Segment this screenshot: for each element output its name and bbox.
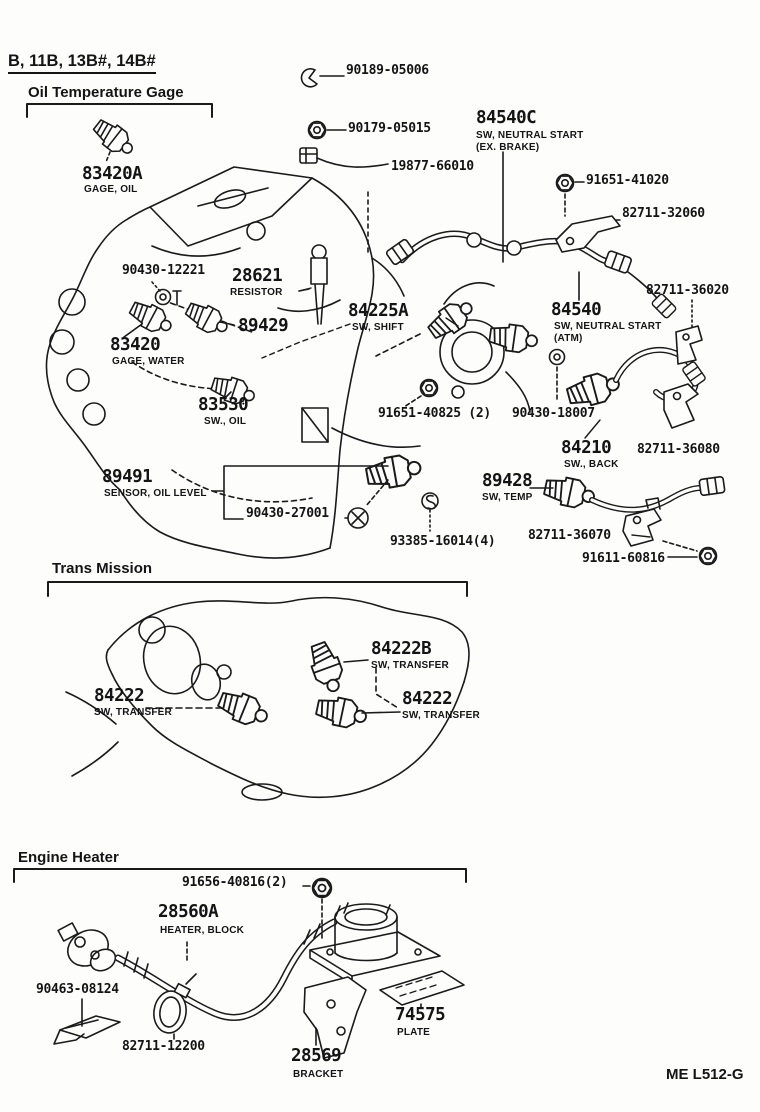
part-desc-28569: BRACKET — [293, 1069, 344, 1080]
part-desc-83420: GAGE, WATER — [112, 356, 185, 367]
part-desc-84210: SW., BACK — [564, 459, 619, 470]
part-number-91651-40825: 91651-40825 (2) — [378, 406, 491, 421]
part-number-90179-05015: 90179-05015 — [348, 121, 431, 136]
part-number-84222B: 84222B — [371, 639, 432, 659]
part-number-28560A: 28560A — [158, 902, 219, 922]
part-number-28621: 28621 — [232, 266, 283, 286]
part-number-82711-32060: 82711-32060 — [622, 206, 705, 221]
trans-section-bracket — [48, 582, 467, 596]
part-desc-84222-left: SW, TRANSFER — [94, 707, 172, 718]
part-number-90430-12221: 90430-12221 — [122, 263, 205, 278]
part-number-28569: 28569 — [291, 1046, 342, 1066]
part-desc-89491: SENSOR, OIL LEVEL — [104, 488, 207, 499]
part-number-84540C: 84540C — [476, 108, 537, 128]
part-number-90189-05006: 90189-05006 — [346, 63, 429, 78]
oil-temp-section-bracket — [27, 104, 212, 117]
part-number-89429: 89429 — [238, 316, 289, 336]
part-number-19877-66010: 19877-66010 — [391, 159, 474, 174]
part-desc-84225A: SW, SHIFT — [352, 322, 404, 333]
part-number-83530: 83530 — [198, 395, 249, 415]
part-number-83420: 83420 — [110, 335, 161, 355]
part-number-83420A: 83420A — [82, 164, 143, 184]
part-number-90463-08124: 90463-08124 — [36, 982, 119, 997]
part-desc2-84540C: (EX. BRAKE) — [476, 142, 540, 153]
part-number-82711-12200: 82711-12200 — [122, 1039, 205, 1054]
section-heading-oil-temp: Oil Temperature Gage — [28, 84, 184, 101]
part-desc-84540: SW, NEUTRAL START — [554, 321, 662, 332]
part-number-89491: 89491 — [102, 467, 153, 487]
neutral-start-harness — [386, 233, 677, 319]
part-number-90430-27001: 90430-27001 — [246, 506, 329, 521]
part-number-74575: 74575 — [395, 1005, 446, 1025]
part-desc-84222B: SW, TRANSFER — [371, 660, 449, 671]
part-number-84222-right: 84222 — [402, 689, 453, 709]
part-number-82711-36080: 82711-36080 — [637, 442, 720, 457]
part-number-84222-left: 84222 — [94, 686, 145, 706]
part-desc-83420A: GAGE, OIL — [84, 184, 138, 195]
page-title: B, 11B, 13B#, 14B# — [8, 52, 156, 74]
section-heading-trans: Trans Mission — [52, 560, 153, 577]
part-number-91651-41020: 91651-41020 — [586, 173, 669, 188]
part-desc-28621: RESISTOR — [230, 287, 283, 298]
part-number-82711-36020: 82711-36020 — [646, 283, 729, 298]
part-number-84210: 84210 — [561, 438, 612, 458]
part-number-89428: 89428 — [482, 471, 533, 491]
section-heading-heater: Engine Heater — [18, 849, 119, 866]
part-desc2-84540: (ATM) — [554, 333, 583, 344]
part-number-91656-40816: 91656-40816(2) — [182, 875, 288, 890]
part-number-90430-18007: 90430-18007 — [512, 406, 595, 421]
drawing-code: ME L512-G — [666, 1066, 744, 1083]
part-desc-83530: SW., OIL — [204, 416, 247, 427]
part-number-82711-36070: 82711-36070 — [528, 528, 611, 543]
part-number-84540: 84540 — [551, 300, 602, 320]
engine-block-illustration — [47, 167, 420, 558]
part-desc-84222-right: SW, TRANSFER — [402, 710, 480, 721]
top-hardware-icons — [300, 69, 620, 300]
part-number-91611-60816: 91611-60816 — [582, 551, 665, 566]
part-desc-74575: PLATE — [397, 1027, 431, 1038]
part-number-84225A: 84225A — [348, 301, 409, 321]
part-desc-28560A: HEATER, BLOCK — [160, 925, 245, 936]
part-number-93385-16014: 93385-16014(4) — [390, 534, 496, 549]
part-desc-89428: SW, TEMP — [482, 492, 533, 503]
part-desc-84540C: SW, NEUTRAL START — [476, 130, 584, 141]
